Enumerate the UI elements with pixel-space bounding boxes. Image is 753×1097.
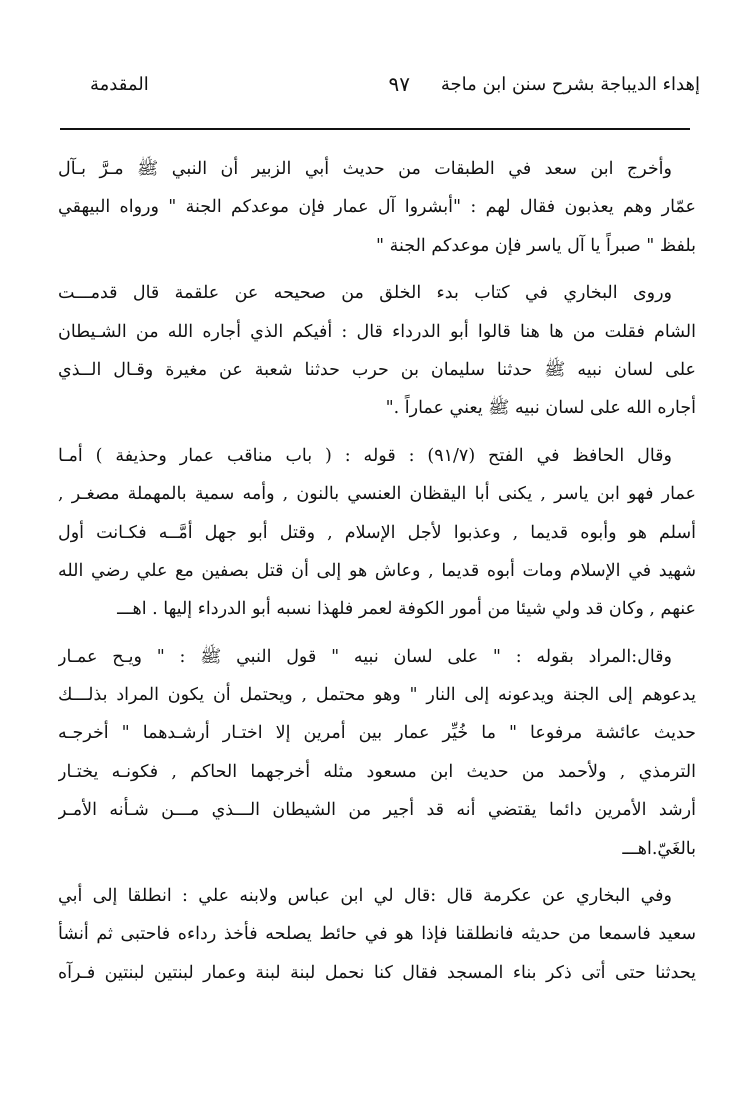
text-line: عنهم , وكان قد ولي شيئا من أمور الكوفة لعمر فلهذا نسبه أبو الدرداء إليها . اهـــ	[117, 599, 696, 620]
text-line: وقال الحافظ في الفتح (٩١/٧) : قوله : ( باب مناقب عمار وحذيفة ) أمـا	[58, 445, 672, 466]
book-title: إهداء الديباجة بشرح سنن ابن ماجة	[440, 74, 700, 95]
paragraph	[58, 437, 696, 629]
text-line: يحدثنا حتى أتى ذكر بناء المسجد فقال كنا نحمل لبنة لبنة وعمار لبنتين لبنتين فـرآه	[58, 962, 696, 983]
paragraph	[58, 150, 696, 265]
text-line: وأخرج ابن سعد في الطبقات من حديث أبي الزبير أن النبي ﷺ مـرَّ بـآل	[58, 159, 672, 179]
text-line: وقال:المراد بقوله : " على لسان نبيه " قول النبي ﷺ : " ويـح عمـار	[58, 646, 672, 667]
text-line: حديث عائشة مرفوعا " ما خُيِّر عمار بين أمرين إلا اختـار أرشـدهما " أخرجـه	[58, 723, 696, 744]
text-line: بالغَيّ.اهـــ	[622, 838, 696, 859]
text-line: يدعوهم إلى الجنة ويدعونه إلى النار " وهو محتمل , ويحتمل أن يكون المراد بذلـــك	[58, 685, 696, 706]
page-header	[60, 70, 700, 104]
paragraph	[58, 877, 696, 992]
text-line: عمار فهو ابن ياسر , يكنى أبا اليقظان العنسي بالنون , وأمه سمية بالمهملة مصغـر ,	[58, 484, 696, 505]
text-line: عمّار وهم يعذبون فقال لهم : "أبشروا آل عمار فإن موعدكم الجنة " ورواه البيهقي	[58, 197, 696, 218]
header-divider	[60, 128, 690, 130]
body-text	[58, 150, 696, 1001]
text-line: شهيد في الإسلام ومات أبوه قديما , وعاش هو إلى أن قتل بصفين مع علي رضي الله	[58, 560, 696, 581]
text-line: الترمذي , ولأحمد من حديث ابن مسعود مثله أخرجهما الحاكم , فكونـه يختـار	[58, 761, 696, 782]
text-line: وفي البخاري عن عكرمة قال :قال لي ابن عباس ولابنه علي : انطلقا إلى أبي	[58, 886, 672, 907]
paragraph	[58, 274, 696, 428]
section-title: المقدمة	[90, 74, 149, 95]
paragraph	[58, 638, 696, 868]
text-line: الشام فقلت من ها هنا قالوا أبو الدرداء قال : أفيكم الذي أجاره الله من الشـيطان	[58, 321, 696, 342]
text-line: على لسان نبيه ﷺ حدثنا سليمان بن حرب حدثنا شعبة عن مغيرة وقـال الــذي	[58, 359, 696, 380]
text-line: بلفظ " صبراً يا آل ياسر فإن موعدكم الجنة "	[376, 235, 696, 256]
text-line: أرشد الأمرين دائما يقتضي أنه قد أجير من الشيطان الـــذي مـــن شـأنه الأمـر	[58, 800, 696, 821]
page-number: ٩٧	[388, 72, 410, 96]
text-line: سعيد فاسمعا من حديثه فانطلقنا فإذا هو في حائط يصلحه فأخذ رداءه فاحتبى ثم أنشأ	[58, 924, 696, 945]
text-line: أجاره الله على لسان نبيه ﷺ يعني عماراً ."	[385, 398, 696, 419]
text-line: وروى البخاري في كتاب بدء الخلق من صحيحه عن علقمة قال قدمـــت	[58, 283, 672, 304]
text-line: أسلم هو وأبوه قديما , وعذبوا لأجل الإسلام , وقتل أبو جهل أمَّــه فكـانت أول	[58, 522, 696, 543]
